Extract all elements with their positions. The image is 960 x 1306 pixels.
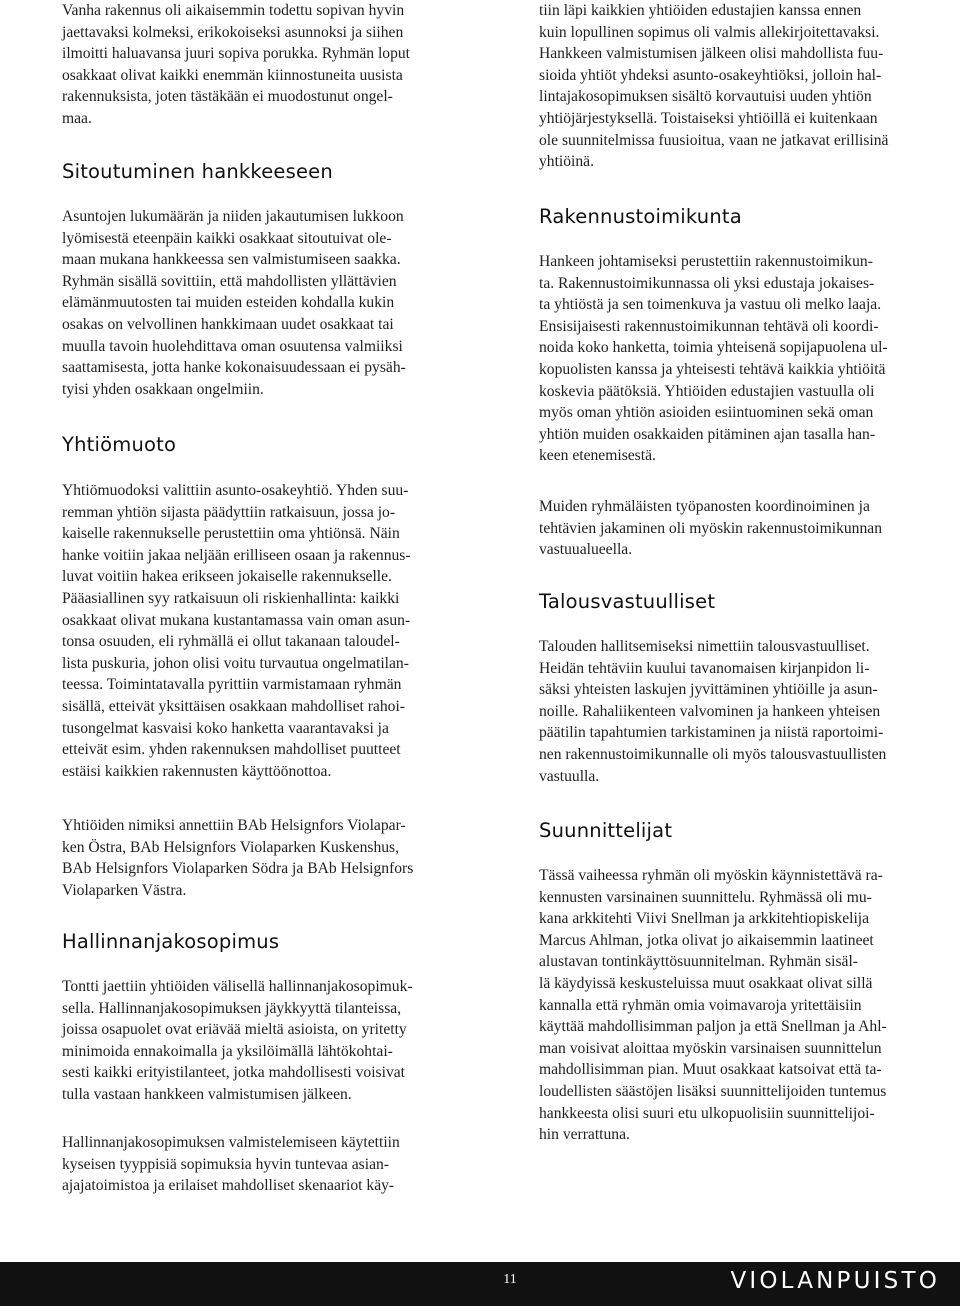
heading-sitoutuminen: Sitoutuminen hankkeeseen xyxy=(62,160,333,183)
heading-rakennustoimikunta: Rakennustoimikunta xyxy=(539,205,742,228)
yhtiot-names-paragraph: Yhtiöiden nimiksi annettiin BAb Helsignfors Violapar- ken Östra, BAb Helsignfors Violaparken Kuskenshus, BAb Helsignfors Violaparken Södra ja BAb Helsignfors Violaparken Västra. xyxy=(62,817,414,899)
talousvastuulliset-paragraph: Talouden hallitsemiseksi nimettiin talousvastuulliset. Heidän tehtäviin kuului tavanomaisen kirjanpidon li- säksi yhteisten laskujen jyvittäminen yhtiöille ja asun- noille. Rahaliikenteen valvominen ja hankeen yhteisen päätilin tapahtumien tarkistaminen ja niistä raportoimi- nen rakennustoimikunnalle oli myös talousvastuullisten vastuulla. xyxy=(539,638,887,785)
valmistelu-paragraph: Hallinnanjakosopimuksen valmistelemiseen käytettiin kyseisen tyyppisiä sopimuksia hyvin tuntevaa asian- ajajatoimistoa ja erilaiset mahdolliset skenaariot käy- xyxy=(62,1134,400,1195)
hallinnanjako-paragraph: Tontti jaettiin yhtiöiden välisellä hallinnanjakosopimuk- sella. Hallinnanjakosopimuksen jäykkyyttä tilanteissa, joissa osapuolet ovat eriävää mieltä asioista, on yritetty minimoida ennakoimalla ja yksilöimällä lähtökohtai- sesti kaikki erityistilanteet, jotka mahdollisesti voisivat tulla vastaan hankkeen valmistumisen jälkeen. xyxy=(62,978,413,1103)
continuation-paragraph: tiin läpi kaikkien yhtiöiden edustajien kanssa ennen kuin lopullinen sopimus oli valmis allekirjoitettavaksi. Hankkeen valmistumisen jälkeen olisi mahdollista fuu- sioida yhtiöt yhdeksi asunto-osakeyhtiöksi, jolloin hal- lintajakosopimuksen sisältö korvautuisi uuden yhtiön yhtiöjärjestyksellä. Toistaiseksi yhtiöillä ei kuitenkaan ole suunnitelmissa fuusioitua, vaan ne jatkavat erillisinä yhtiöinä. xyxy=(539,2,889,171)
sitoutuminen-paragraph: Asuntojen lukumäärän ja niiden jakautumisen lukkoon lyömisestä eteenpäin kaikki osakkaat sitoutuivat ole- maan mukana hankkeessa sen valmistumiseen saakka. Ryhmän sisällä sovittiin, että mahdollisten yllättävien elämänmuutosten tai muiden esteiden kohdalla kukin osakas on velvollinen hankkimaan uudet osakkaat tai muulla tavoin huolehdittava oman osuutensa valmiiksi saattamisesta, jotta hanke kokonaisuudessaan ei pysäh- tyisi yhden osakkaan ongelmiin. xyxy=(62,208,406,398)
intro-paragraph: Vanha rakennus oli aikaisemmin todettu sopivan hyvin jaettavaksi kolmeksi, erikokoiseksi asunnoksi ja siihen ilmoitti haluavansa juuri sopiva porukka. Ryhmän loput osakkaat olivat kaikki enemmän kiinnostuneita uusista rakennuksista, joten tästäkään ei muodostunut ongel- maa. xyxy=(62,2,411,127)
heading-suunnittelijat: Suunnittelijat xyxy=(539,819,673,842)
heading-hallinnanjakosopimus: Hallinnanjakosopimus xyxy=(62,930,280,953)
page-number: 11 xyxy=(503,1272,517,1287)
rakennustoimikunta-paragraph: Hankeen johtamiseksi perustettiin rakennustoimikun- ta. Rakennustoimikunnassa oli yksi edustaja jokaises- ta yhtiöstä ja sen toimenkuva ja vastuu oli melko laaja. Ensisijaisesti rakennustoimikunnan tehtävä oli koordi- noida koko hanketta, toimia yhteisenä sopijapuolena ul- kopuolisten kanssa ja yhteisesti tehtävä kaikkia yhtiöitä koskevia päätöksiä. Yhtiöiden edustajien vastuulla oli myös oman yhtiön asioiden esiintuominen sekä oman yhtiön muiden osakkaiden pitäminen ajan tasalla han- keen etenemisestä. xyxy=(539,253,888,465)
heading-talousvastuulliset: Talousvastuulliset xyxy=(539,590,716,613)
koordinointi-paragraph: Muiden ryhmäläisten työpanosten koordinoiminen ja tehtävien jakaminen oli myöskin rakennustoimikunnan vastuualueella. xyxy=(539,498,882,559)
brand-logo-text: VIOLANPUISTO xyxy=(730,1268,940,1294)
suunnittelijat-paragraph: Tässä vaiheessa ryhmän oli myöskin käynnistettävä ra- kennusten varsinainen suunnittelu. Ryhmässä oli mu- kana arkkitehti Viivi Snellman ja arkkitehtiopiskelija Marcus Ahlman, jotka olivat jo aikaisemmin laatineet alustavan tontinkäyttösuunnitelman. Ryhmän sisäl- lä käydyissä keskusteluissa muut osakkaat olivat sillä kannalla että ryhmän omia voimavaroja yritettäisiin käyttää mahdollisimman paljon ja että Snellman ja Ahl- man voisivat aloittaa myöskin varsinaisen suunnittelun mahdollisimman pian. Muut osakkaat katsoivat että ta- loudellisten säästöjen lisäksi suunnittelijoiden tuntemus hankkeesta olisi suuri etu ulkopuolisiin suunnittelijoi- hin verrattuna. xyxy=(539,867,887,1144)
yhtiomuoto-paragraph: Yhtiömuodoksi valittiin asunto-osakeyhtiö. Yhden suu- remman yhtiön sijasta päädyttiin ratkaisuun, jossa jo- kaiselle rakennukselle perustettiin oma yhtiönsä. Näin hanke voitiin jakaa neljään erilliseen osaan ja rakennus- luvat voitiin hakea erikseen jokaiselle rakennukselle. Pääasiallinen syy ratkaisuun oli riskienhallinta: kaikki osakkaat olivat mukana kustantamassa vain oman asun- tonsa osuuden, eli ryhmällä ei ollut takanaan taloudel- lista puskuria, johon olisi voitu turvautua ongelmatilan- teessa. Toimintatavalla pyrittiin varmistamaan ryhmän sisällä, etteivät yksittäisen osakkaan mahdolliset rahoi- tusongelmat kasvaisi koko hanketta vaarantavaksi ja etteivät esim. yhden rakennuksen mahdolliset puutteet estäisi kaikkien rakennusten käyttöönottoa. xyxy=(62,482,411,780)
heading-yhtiomuoto: Yhtiömuoto xyxy=(62,433,177,456)
